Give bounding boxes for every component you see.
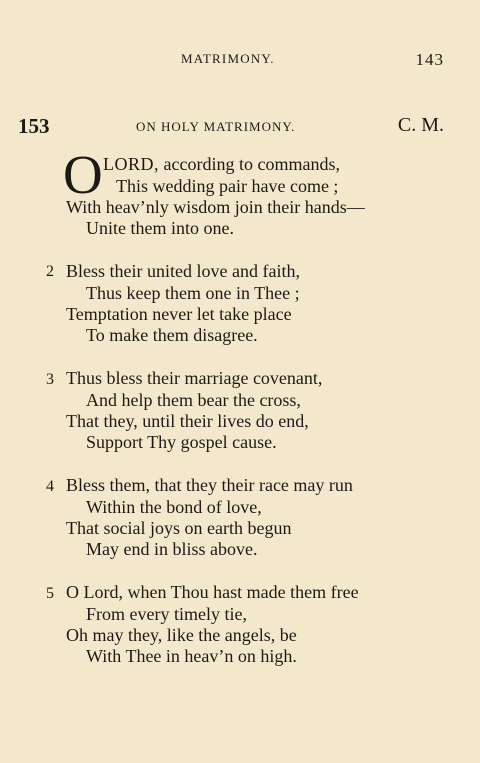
verse-line: Support Thy gospel cause. bbox=[86, 432, 277, 452]
verse-line: Oh may they, like the angels, be bbox=[66, 625, 297, 645]
verse-line: This wedding pair have come ; bbox=[116, 176, 339, 196]
verse-line bbox=[103, 153, 340, 175]
hymn-number: 153 bbox=[18, 114, 50, 138]
first-word: LORD, bbox=[103, 154, 159, 174]
hymn-header bbox=[0, 114, 480, 138]
hymn-title: ON HOLY MATRIMONY. bbox=[136, 119, 296, 134]
verse-line: May end in bliss above. bbox=[86, 539, 258, 559]
verse-line: And help them bear the cross, bbox=[86, 390, 301, 410]
verse-line: Within the bond of love, bbox=[86, 497, 262, 517]
verse-line: Temptation never let take place bbox=[66, 304, 292, 324]
drop-cap: O bbox=[63, 144, 103, 205]
verse-line: From every timely tie, bbox=[86, 604, 247, 624]
page-number: 143 bbox=[415, 50, 444, 69]
verse-line: O Lord, when Thou hast made them free bbox=[66, 582, 359, 602]
line-text: according to commands, bbox=[159, 154, 340, 174]
verse-line: Unite them into one. bbox=[86, 218, 234, 238]
verse-line: With heav’nly wisdom join their hands— bbox=[66, 197, 365, 217]
verse-line: That social joys on earth begun bbox=[66, 518, 292, 538]
verse-line: Bless their united love and faith, bbox=[66, 261, 300, 281]
running-title: MATRIMONY. bbox=[181, 51, 275, 66]
verse-number: 4 bbox=[46, 478, 54, 495]
verse-number: 3 bbox=[46, 371, 54, 388]
running-head bbox=[0, 51, 480, 71]
verse-line: With Thee in heav’n on high. bbox=[86, 646, 297, 666]
verse-line: To make them disagree. bbox=[86, 325, 258, 345]
verse-line: Thus bless their marriage covenant, bbox=[66, 368, 323, 388]
verse-number: 2 bbox=[46, 263, 54, 280]
verse-line: Bless them, that they their race may run bbox=[66, 475, 353, 495]
hymn-meter: C. M. bbox=[397, 114, 444, 136]
verse-line: Thus keep them one in Thee ; bbox=[86, 283, 300, 303]
verse-number: 5 bbox=[46, 585, 54, 602]
verse-line: That they, until their lives do end, bbox=[66, 411, 309, 431]
